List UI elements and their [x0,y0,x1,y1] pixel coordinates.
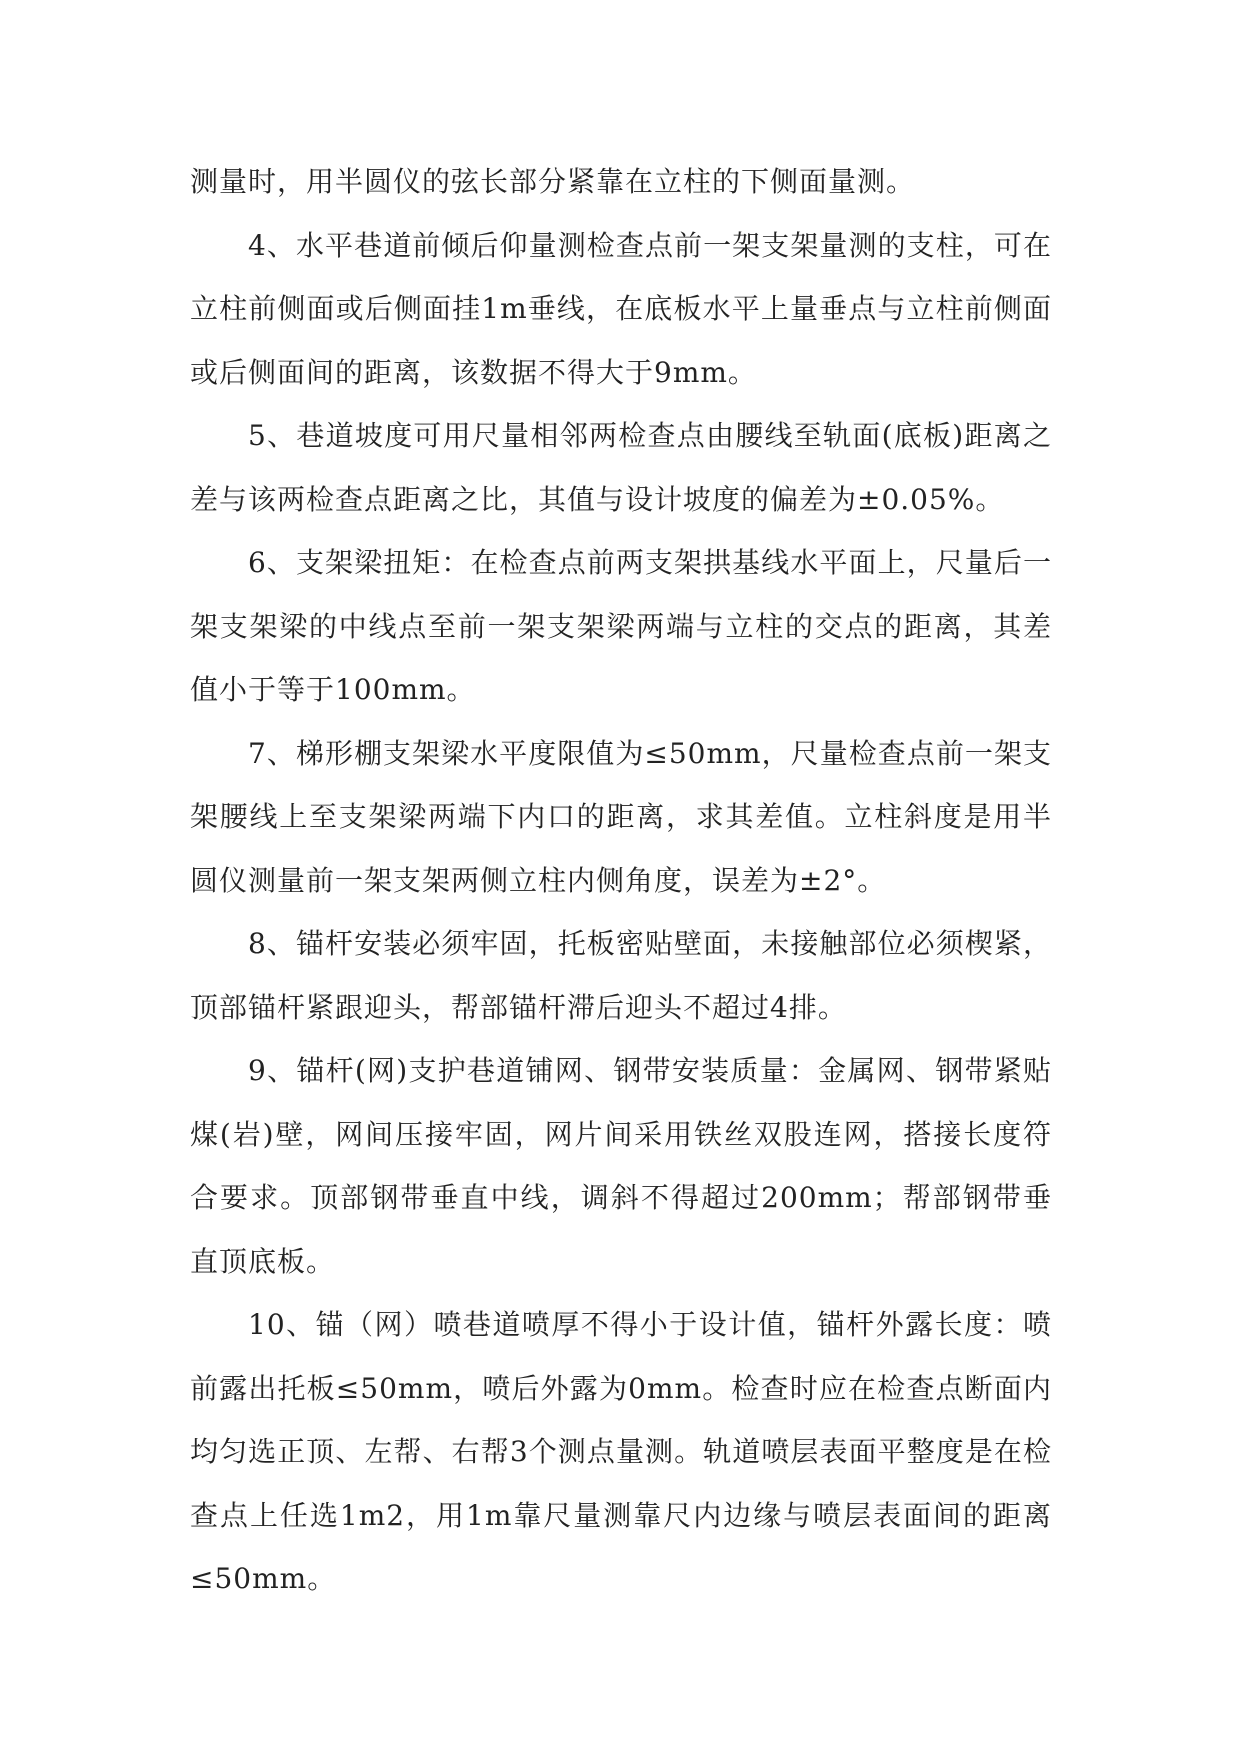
paragraph-item-8: 8、锚杆安装必须牢固，托板密贴壁面，未接触部位必须楔紧，顶部锚杆紧跟迎头，帮部锚杆滞后迎头不超过4排。 [190,927,1052,1024]
paragraph-continuation: 测量时，用半圆仪的弦长部分紧靠在立柱的下侧面量测。 [190,165,916,198]
paragraph-item-10: 10、锚（网）喷巷道喷厚不得小于设计值，锚杆外露长度：喷前露出托板≤50mm，喷后外露为0mm。检查时应在检查点断面内均匀选正顶、左帮、右帮3个测点量测。轨道喷层表面平整度是在检查点上任选1m2，用1m靠尺量测靠尺内边缘与喷层表面间的距离≤50mm。 [190,1308,1052,1595]
paragraph-item-6: 6、支架梁扭矩：在检查点前两支架拱基线水平面上，尺量后一架支架梁的中线点至前一架支架梁两端与立柱的交点的距离，其差值小于等于100mm。 [190,546,1052,706]
paragraph-item-5: 5、巷道坡度可用尺量相邻两检查点由腰线至轨面(底板)距离之差与该两检查点距离之比，其值与设计坡度的偏差为±0.05%。 [190,419,1052,516]
paragraph-item-9: 9、锚杆(网)支护巷道铺网、钢带安装质量：金属网、钢带紧贴煤(岩)壁，网间压接牢固，网片间采用铁丝双股连网，搭接长度符合要求。顶部钢带垂直中线，调斜不得超过200mm；帮部钢带垂直顶底板。 [190,1054,1052,1278]
paragraph-item-7: 7、梯形棚支架梁水平度限值为≤50mm，尺量检查点前一架支架腰线上至支架梁两端下内口的距离，求其差值。立柱斜度是用半圆仪测量前一架支架两侧立柱内侧角度，误差为±2°。 [190,736,1052,897]
paragraph-item-4: 4、水平巷道前倾后仰量测检查点前一架支架量测的支柱，可在立柱前侧面或后侧面挂1m垂线，在底板水平上量垂点与立柱前侧面或后侧面间的距离，该数据不得大于9mm。 [190,228,1052,389]
document-body [190,150,1052,1611]
